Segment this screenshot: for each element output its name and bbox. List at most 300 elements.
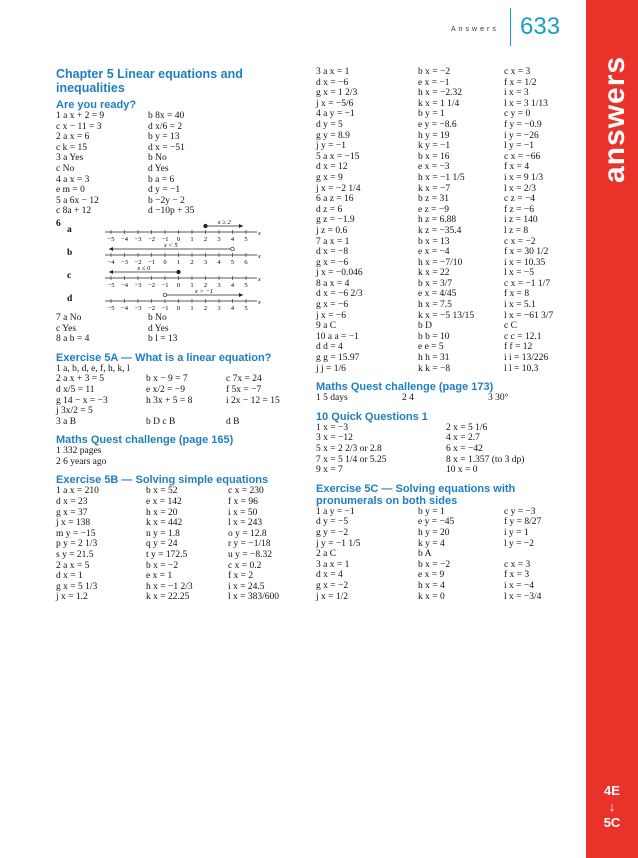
- answer-cell: b No: [148, 153, 167, 164]
- answer-row: [316, 570, 578, 581]
- answer-cell: j x = −6: [316, 310, 346, 321]
- answer-cell: l z = 8: [504, 225, 529, 236]
- part-label: a: [67, 224, 72, 235]
- answer-row: [56, 592, 306, 603]
- answer-row: [316, 268, 578, 279]
- answer-cell: j x = 1/2: [316, 591, 349, 602]
- ready-answers: [56, 111, 306, 217]
- answer-row: [316, 433, 578, 444]
- answer-cell: s y = 21.5: [56, 550, 94, 561]
- answer-cell: b −2y − 2: [148, 195, 185, 206]
- answer-cell: q y = 24: [146, 539, 178, 550]
- answer-cell: h x = 20: [146, 507, 178, 518]
- answer-cell: b No: [148, 312, 167, 323]
- down-arrow-icon: ↓: [608, 799, 616, 814]
- answer-cell: 10 a a = −1: [316, 331, 359, 342]
- mq165-heading: Maths Quest challenge (page 165): [56, 434, 234, 447]
- open-circle-icon: [163, 293, 167, 297]
- answer-row: [316, 67, 578, 78]
- header-divider: [510, 8, 511, 46]
- answer-row: [56, 396, 306, 407]
- answer-row: [56, 486, 306, 497]
- answer-row: [316, 581, 578, 592]
- tick-label: 4: [217, 258, 221, 266]
- answer-cell: 7 a x = 1: [316, 236, 350, 247]
- closed-circle-icon: [177, 270, 181, 274]
- tick-label: −2: [134, 258, 142, 266]
- ready-heading: Are you ready?: [56, 99, 137, 111]
- answer-cell: j x = −2 1/4: [316, 183, 361, 194]
- answer-row: [56, 122, 306, 133]
- answer-cell: i i = 13/226: [504, 353, 549, 364]
- answer-cell: i z = 140: [504, 215, 538, 226]
- quick-questions-answers: [316, 423, 578, 476]
- tick-label: 0: [176, 304, 181, 312]
- answer-cell: l x = −5: [504, 268, 534, 279]
- answer-cell: 1 a y = −1: [316, 506, 355, 517]
- tick-label: 1: [190, 281, 194, 289]
- tick-label: −4: [121, 235, 128, 243]
- answer-cell: c x − 11 = 3: [56, 121, 102, 132]
- right-column: [316, 67, 578, 602]
- answer-cell: c x = −66: [504, 151, 541, 162]
- inequality-label: x ≤ 0: [137, 264, 151, 272]
- answer-cell: f y = −0.9: [504, 119, 542, 130]
- answer-cell: d x = 12: [316, 162, 348, 173]
- number-line-graphic: [103, 219, 263, 243]
- answer-cell: j x = −0.046: [316, 268, 363, 279]
- answer-cell: 1 a x + 2 = 9: [56, 111, 105, 121]
- answer-cell: 2 x = 5 1/6: [446, 422, 488, 433]
- answer-cell: c No: [56, 163, 75, 174]
- answer-cell: 3 30°: [488, 393, 509, 404]
- answer-cell: i x = 9 1/3: [504, 172, 544, 183]
- answer-cell: e x = −4: [418, 247, 450, 258]
- arrowhead-icon: [109, 247, 113, 251]
- tick-label: 3: [217, 235, 221, 243]
- answer-cell: p y = 2 1/3: [56, 539, 98, 550]
- tick-label: 4: [230, 304, 235, 312]
- answer-row: [56, 561, 306, 572]
- answer-cell: o y = 12.8: [228, 528, 267, 539]
- answer-cell: l x = 383/600: [228, 592, 280, 603]
- tick-label: 3: [217, 304, 221, 312]
- open-circle-icon: [231, 247, 235, 251]
- answer-cell: j x = 138: [56, 518, 91, 529]
- answer-cell: b D c B: [146, 416, 176, 427]
- tab-start: 4E: [604, 783, 620, 798]
- answer-row: [56, 374, 306, 385]
- answer-cell: l x = −61 3/7: [504, 310, 554, 321]
- answer-cell: m y = −15: [56, 528, 96, 539]
- answer-cell: h x = 7.5: [418, 300, 452, 311]
- answer-row: [316, 226, 578, 237]
- axis-variable: x: [258, 230, 261, 237]
- answer-cell: c x = −1 1/7: [504, 278, 551, 289]
- answer-row: [316, 364, 578, 375]
- answer-cell: h h = 31: [418, 353, 450, 364]
- tick-label: −4: [121, 281, 128, 289]
- answer-row: [316, 332, 578, 343]
- answer-row: [316, 109, 578, 120]
- number-line-c: [56, 265, 306, 288]
- answer-cell: j j = 1/6: [316, 363, 346, 374]
- answer-cell: j y = −1: [316, 141, 346, 152]
- answer-cell: c y = −3: [504, 506, 536, 517]
- answer-cell: e x = 1: [146, 571, 173, 582]
- section-title: Answers: [451, 26, 499, 33]
- answer-cell: r y = −1/18: [228, 539, 271, 550]
- tick-label: 3: [203, 258, 208, 266]
- answer-row: [56, 132, 306, 143]
- answer-cell: g y = 8.9: [316, 130, 350, 141]
- tick-label: −1: [161, 235, 169, 243]
- answer-cell: b x = 52: [146, 486, 178, 497]
- answer-cell: e x = 9: [418, 570, 445, 581]
- answer-cell: d y = −5: [316, 517, 349, 528]
- answer-cell: e e = 5: [418, 342, 444, 353]
- tick-label: −2: [148, 281, 155, 289]
- number-line-b: [56, 242, 306, 265]
- ex5c-answers: [316, 507, 578, 602]
- answer-cell: d x/6 = 2: [148, 121, 183, 132]
- answer-cell: 2 4: [402, 393, 414, 404]
- answer-cell: g x = 9: [316, 172, 343, 183]
- answer-cell: i y = 1: [504, 527, 529, 538]
- answer-cell: 1 332 pages: [56, 446, 102, 457]
- answer-cell: k x = 0: [418, 591, 445, 602]
- answer-row: [316, 353, 578, 364]
- answer-row: [316, 393, 578, 404]
- answer-row: [56, 508, 306, 519]
- number-line-graphic: [103, 242, 263, 266]
- tick-label: 6: [244, 258, 248, 266]
- tick-label: 5: [230, 258, 235, 266]
- answer-cell: e y = −8.6: [418, 119, 457, 130]
- answer-cell: 5 a 6x − 12: [56, 195, 99, 206]
- answer-cell: c x = 0.2: [228, 560, 262, 571]
- answer-cell: l y = −1: [504, 141, 534, 152]
- answer-cell: g x = −2: [316, 580, 349, 591]
- answer-cell: t y = 172.5: [146, 550, 188, 561]
- answer-row: [316, 173, 578, 184]
- answer-row: [56, 529, 306, 540]
- answer-cell: l x = 3 1/13: [504, 98, 548, 109]
- answer-cell: h x = −2.32: [418, 88, 462, 99]
- answer-cell: g 14 − x = −3: [56, 395, 108, 406]
- answer-row: [56, 571, 306, 582]
- tick-label: 2: [203, 304, 208, 312]
- quick-questions-heading: 10 Quick Questions 1: [316, 410, 428, 423]
- answer-cell: f 5x = −7: [226, 384, 262, 395]
- tick-label: 5: [244, 235, 248, 243]
- answer-row: [316, 507, 578, 518]
- answer-cell: j x = 1.2: [56, 592, 88, 603]
- answer-cell: j 3x/2 = 5: [56, 406, 93, 417]
- answer-row: [56, 206, 306, 217]
- answer-cell: l l = 10.3: [504, 363, 539, 374]
- answer-cell: j y = −1 1/5: [316, 538, 361, 549]
- answer-cell: d B: [226, 416, 240, 427]
- tick-label: 4: [230, 281, 235, 289]
- answer-cell: b D: [418, 321, 432, 332]
- answer-cell: 1 a, b, d, e, f, h, k, l: [56, 363, 130, 374]
- answer-row: [316, 300, 578, 311]
- answer-cell: 7 x = 5 1/4 or 5.25: [316, 454, 387, 465]
- answer-cell: d x = 4: [316, 570, 343, 581]
- answer-cell: 1 x = −3: [316, 422, 349, 433]
- answer-cell: 2 6 years ago: [56, 456, 107, 467]
- tick-label: 5: [244, 281, 248, 289]
- tab-end: 5C: [603, 815, 621, 830]
- mq165-answers: [56, 446, 306, 467]
- answer-cell: i x = 10.35: [504, 257, 546, 268]
- mq173-answers: [316, 393, 578, 404]
- answer-row: [316, 444, 578, 455]
- tick-label: 5: [244, 304, 248, 312]
- ex5b-answers-continued: [316, 67, 578, 374]
- answer-cell: c 7x = 24: [226, 374, 262, 385]
- answer-row: [316, 279, 578, 290]
- answer-cell: d −10p + 35: [148, 206, 195, 217]
- answer-cell: c x = 3: [504, 559, 531, 570]
- answer-cell: d y = 5: [316, 119, 343, 130]
- answer-cell: c Yes: [56, 323, 77, 334]
- answer-cell: 4 a x = 3: [56, 174, 90, 185]
- part-label: b: [67, 247, 73, 258]
- answer-cell: c z = −4: [504, 194, 536, 205]
- tick-label: −3: [121, 258, 128, 266]
- number-line-a: [56, 219, 306, 242]
- answer-row: [316, 342, 578, 353]
- answer-cell: 3 a x = 1: [316, 67, 350, 77]
- axis-variable: x: [258, 253, 261, 260]
- answer-cell: k x = 22: [418, 268, 450, 279]
- answer-row: [316, 184, 578, 195]
- answer-cell: 8 a x = 4: [316, 278, 350, 289]
- answer-cell: 7 a No: [56, 312, 82, 323]
- answer-cell: c k = 15: [56, 142, 87, 153]
- answer-cell: [226, 364, 306, 375]
- answer-cell: g z = −1.9: [316, 215, 355, 226]
- answer-cell: f x = 2: [228, 571, 254, 582]
- answer-cell: e y = −45: [418, 517, 455, 528]
- answer-cell: c x = 230: [228, 486, 264, 497]
- answer-cell: h z = 6.88: [418, 215, 457, 226]
- axis-variable: x: [258, 299, 261, 306]
- tick-label: −1: [161, 281, 169, 289]
- answer-row: [316, 131, 578, 142]
- answer-cell: f x = 4: [504, 162, 530, 173]
- answer-cell: b y = 13: [148, 132, 180, 143]
- answer-row: [316, 99, 578, 110]
- tick-label: −1: [148, 258, 155, 266]
- tick-label: −4: [121, 304, 128, 312]
- answer-cell: b x = 16: [418, 151, 450, 162]
- answer-cell: n y = 1.8: [146, 528, 180, 539]
- answer-cell: b y = 1: [418, 109, 445, 120]
- answer-row: [316, 162, 578, 173]
- answer-cell: 2 a x + 3 = 5: [56, 374, 105, 385]
- answer-row: [316, 465, 578, 476]
- answer-cell: g x = 1 2/3: [316, 88, 358, 99]
- answer-row: [316, 560, 578, 571]
- answer-cell: h x = −1 1/5: [418, 172, 465, 183]
- answer-cell: h x = −1 2/3: [146, 581, 193, 592]
- tick-label: −5: [107, 281, 115, 289]
- number-lines: 6 a x −5 −4 −3 −2 −1 0 1 2 3 4 5 x ≥ 2 b x −4 −3 −2 −1 0 1 2 3 4 5 6 x < 5 c x −5 −4 −3 −2 −1 0 1 2 3 4 5 x ≤ 0 d x −5 −4 −3 −2 −1 0 1 2 3 4 5 x > −1: [56, 219, 306, 311]
- tick-label: 0: [176, 281, 181, 289]
- answer-row: [56, 164, 306, 175]
- answer-cell: [504, 549, 578, 560]
- answer-cell: b z = 31: [418, 194, 449, 205]
- answer-cell: 1 5 days: [316, 393, 348, 404]
- axis-variable: x: [258, 276, 261, 283]
- answer-row: [316, 289, 578, 300]
- answer-cell: k x = −5 13/15: [418, 310, 475, 321]
- answer-cell: c C: [504, 321, 517, 332]
- tick-label: 4: [230, 235, 235, 243]
- answer-cell: f x = 3: [504, 570, 530, 581]
- answer-cell: i x = 3: [504, 88, 529, 99]
- answer-cell: k y = 4: [418, 538, 445, 549]
- answer-cell: 2 a x = 5: [56, 560, 90, 571]
- chapter-range-tab: [592, 783, 632, 831]
- answer-cell: b x = −2: [418, 67, 451, 77]
- answer-cell: 5 a x = −15: [316, 151, 360, 162]
- answer-cell: h y = 19: [418, 130, 450, 141]
- ready-answers-tail: [56, 313, 306, 345]
- number-line-d: [56, 288, 306, 311]
- answer-cell: f x = 30 1/2: [504, 247, 549, 258]
- answer-cell: d d = 4: [316, 342, 343, 353]
- answer-cell: [146, 406, 226, 417]
- answer-cell: u y = −8.32: [228, 550, 272, 561]
- answer-row: [56, 111, 306, 122]
- answer-row: [316, 152, 578, 163]
- tick-label: 1: [190, 304, 194, 312]
- answer-row: [56, 582, 306, 593]
- answer-cell: i x = 5.1: [504, 300, 536, 311]
- arrowhead-icon: [109, 270, 113, 274]
- arrowhead-icon: [239, 224, 243, 228]
- answer-cell: k k = −8: [418, 363, 451, 374]
- answer-cell: k x = 1 1/4: [418, 98, 460, 109]
- answer-cell: 4 a y = −1: [316, 109, 355, 120]
- answer-cell: d x = −51: [148, 142, 185, 153]
- page-number: 633: [520, 13, 561, 40]
- answer-cell: e x = 142: [146, 497, 182, 508]
- answer-row: [316, 78, 578, 89]
- tick-label: −4: [107, 258, 115, 266]
- answer-row: [56, 196, 306, 207]
- answer-cell: 2 a x = 6: [56, 132, 90, 143]
- answer-cell: d x = −6 2/3: [316, 289, 363, 300]
- answer-row: [56, 550, 306, 561]
- answer-cell: 6 x = −42: [446, 444, 483, 454]
- answer-cell: h 3x + 5 = 8: [146, 395, 193, 406]
- answer-cell: g x = −6: [316, 257, 349, 268]
- chapter-title: Chapter 5 Linear equations and inequalities: [56, 67, 243, 95]
- answer-cell: e z = −9: [418, 204, 450, 215]
- answer-cell: d x = −8: [316, 247, 349, 258]
- answer-row: [316, 120, 578, 131]
- answer-row: [316, 423, 578, 434]
- answer-cell: d y = −1: [148, 185, 181, 196]
- answer-cell: d z = 6: [316, 204, 343, 215]
- answer-cell: k x = 22.25: [146, 592, 190, 603]
- answer-cell: b l = 13: [148, 334, 178, 345]
- answer-cell: b x − 9 = 7: [146, 374, 188, 385]
- answer-cell: h y = 20: [418, 527, 450, 538]
- answer-row: [56, 334, 306, 345]
- answer-row: [316, 549, 578, 560]
- answer-cell: 10 x = 0: [446, 465, 478, 476]
- sidebar-label: answers: [598, 55, 631, 183]
- answer-cell: d Yes: [148, 163, 169, 174]
- answer-row: [56, 143, 306, 154]
- answer-row: [316, 592, 578, 603]
- answer-cell: l y = −2: [504, 538, 534, 549]
- tick-label: 1: [190, 235, 194, 243]
- ex5b-heading: Exercise 5B — Solving simple equations: [56, 474, 269, 487]
- answer-row: [316, 311, 578, 322]
- answer-cell: d x = 1: [56, 571, 83, 582]
- answer-row: [56, 539, 306, 550]
- answer-row: [316, 141, 578, 152]
- answer-cell: 3 x = −12: [316, 433, 353, 444]
- part-label: c: [67, 270, 72, 281]
- answer-cell: d x/5 = 11: [56, 384, 95, 395]
- answer-cell: f f = 12: [504, 342, 533, 353]
- answer-cell: [146, 364, 226, 375]
- answer-row: [316, 528, 578, 539]
- tick-label: −3: [134, 281, 142, 289]
- answer-cell: b x = 3/7: [418, 278, 453, 289]
- answer-cell: f x = 96: [228, 497, 258, 508]
- tick-label: 3: [217, 281, 221, 289]
- answer-cell: g x = 37: [56, 507, 88, 518]
- tick-label: 0: [163, 258, 167, 266]
- left-column: [56, 67, 306, 603]
- tick-label: 1: [176, 258, 181, 266]
- answer-cell: 3 a B: [56, 416, 77, 427]
- answer-cell: c y = 0: [504, 109, 531, 120]
- answer-row: [56, 497, 306, 508]
- answer-cell: j z = 0.6: [316, 225, 348, 236]
- answer-row: [56, 518, 306, 529]
- answer-cell: f z = −6: [504, 204, 534, 215]
- tick-label: −3: [134, 304, 142, 312]
- answer-row: [56, 313, 306, 324]
- tick-label: −3: [134, 235, 142, 243]
- answer-row: [316, 539, 578, 550]
- arrowhead-icon: [239, 293, 243, 297]
- answer-cell: j x = −5/6: [316, 98, 354, 109]
- answer-cell: i x = 50: [228, 507, 258, 518]
- tick-label: −2: [148, 304, 155, 312]
- answer-cell: i x = 24.5: [228, 581, 265, 592]
- answer-cell: h x = −7/10: [418, 257, 463, 268]
- answer-row: [56, 406, 306, 417]
- tick-label: 2: [203, 235, 208, 243]
- tick-label: −5: [107, 304, 115, 312]
- answer-row: [56, 417, 306, 428]
- tick-label: 2: [203, 281, 208, 289]
- answer-cell: 4 x = 2.7: [446, 433, 480, 444]
- answer-row: [56, 446, 306, 457]
- answer-row: [56, 385, 306, 396]
